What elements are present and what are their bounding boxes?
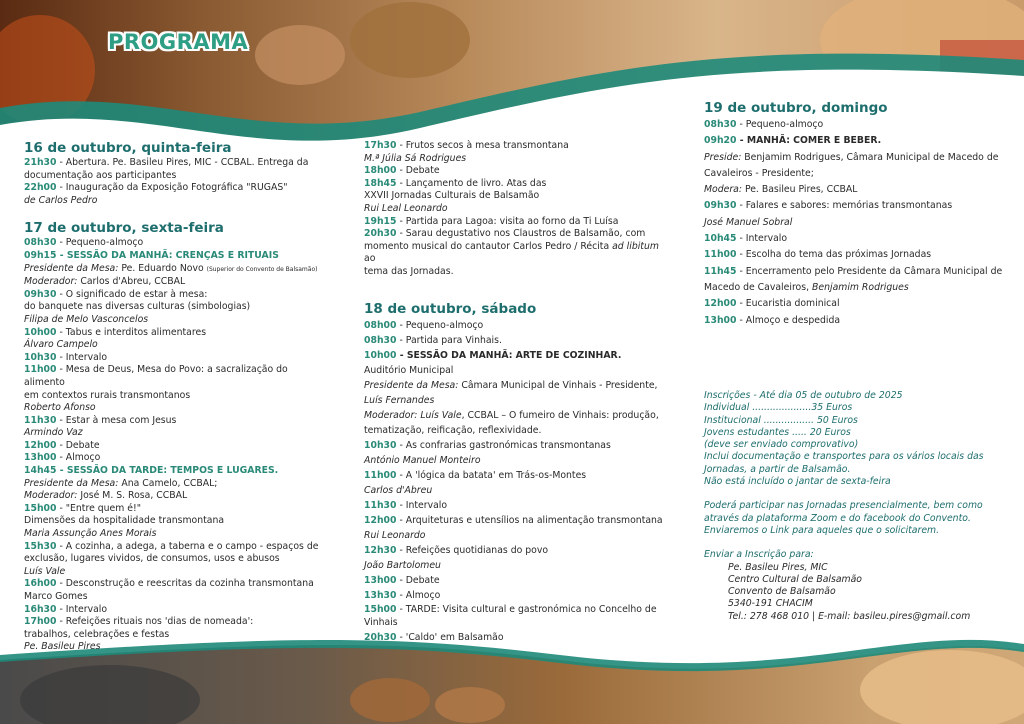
list-item: 14h45 - SESSÃO DA TARDE: TEMPOS E LUGARES. — [24, 465, 279, 477]
registration-title: Inscrições - Até dia 05 de outubro de 2025 — [704, 390, 903, 401]
list-item: 11h00 - Mesa de Deus, Mesa do Povo: a sacralização do alimento — [24, 364, 288, 388]
note-line: Inclui documentação e transportes para os vários locais das — [704, 451, 984, 463]
day-heading-16: 16 de outubro, quinta-feira — [24, 140, 232, 156]
list-item: 08h30 - Pequeno-almoço — [24, 237, 144, 249]
list-item: tematização, reificação, reflexividade. — [364, 424, 542, 436]
speaker-name: Armindo Vaz — [24, 427, 83, 439]
list-item: 10h00 - Tabus e interditos alimentares — [24, 326, 207, 338]
list-item: 10h00 - SESSÃO DA MANHÃ: ARTE DE COZINHAR. — [364, 349, 622, 361]
list-item: 13h00 - Debate — [364, 574, 440, 586]
speaker-name: de Carlos Pedro — [24, 194, 98, 206]
list-item: 22h00 - Inauguração da Exposição Fotográfica "RUGAS" — [24, 182, 288, 194]
list-item: Presidente da Mesa: Ana Camelo, CCBAL; — [24, 477, 218, 489]
list-item: 11h30 - Intervalo — [364, 499, 448, 511]
list-item: 15h00 - "Entre quem é!" — [24, 502, 141, 514]
price-line: Jovens estudantes ..... 20 Euros — [704, 426, 851, 438]
list-item: Moderador: Luís Vale, CCBAL – O fumeiro de Vinhais: produção, — [364, 409, 659, 421]
note-line: (deve ser enviado comprovativo) — [704, 439, 859, 451]
list-item: trabalhos, celebrações e festas — [24, 628, 170, 640]
online-note: através da plataforma Zoom e do facebook do Convento. — [704, 512, 971, 524]
list-item: 17h00 - Refeições rituais nos 'dias de nomeada': — [24, 616, 254, 628]
list-item: 10h45 - Intervalo — [704, 233, 788, 245]
list-item: em contextos rurais transmontanos — [24, 389, 191, 401]
walnut-shape — [255, 25, 345, 85]
list-item: 13h00 - Almoço — [24, 452, 101, 464]
list-item: 16h00 - Desconstrução e reescritas da cozinha transmontana — [24, 578, 314, 590]
list-item: 11h00 - Escolha do tema das próximas Jornadas — [704, 249, 932, 261]
price-line: Individual ....................35 Euros — [704, 402, 853, 414]
speaker-name: Filipa de Melo Vasconcelos — [24, 313, 149, 325]
list-item: Presidente da Mesa: Câmara Municipal de Vinhais - Presidente, — [364, 379, 658, 391]
list-item: Vinhais — [364, 616, 398, 628]
list-item: 12h00 - Debate — [24, 439, 100, 451]
speaker-name: Álvaro Campelo — [24, 339, 98, 351]
online-note: Poderá participar nas Jornadas presencialmente, bem como — [704, 500, 983, 512]
list-item: 10h30 - Intervalo — [24, 351, 108, 363]
list-item: Presidente da Mesa: Pe. Eduardo Novo (Superior do Convento de Balsamão) — [24, 262, 318, 274]
speaker-name: Luís Vale — [24, 565, 66, 577]
speaker-name: M.ª Júlia Sá Rodrigues — [364, 152, 467, 164]
list-item: XXVII Jornadas Culturais de Balsamão — [364, 190, 540, 202]
program-column-2 — [364, 140, 669, 647]
list-item: Cavaleiros - Presidente; — [704, 167, 814, 179]
list-item: tema das Jornadas. — [364, 265, 454, 277]
list-item: 20h30 - 'Caldo' em Balsamão — [364, 631, 504, 643]
list-item: 16h30 - Intervalo — [24, 603, 108, 615]
almond-shape — [350, 678, 430, 722]
list-item: 13h30 - Almoço — [364, 589, 441, 601]
speaker-name: Marco Gomes — [24, 591, 88, 602]
speaker-name: Maria Assunção Anes Morais — [24, 528, 157, 540]
address-line: Convento de Balsamão — [728, 586, 836, 598]
list-item: Macedo de Cavaleiros, Benjamim Rodrigues — [704, 281, 909, 293]
price-line: Institucional ................. 50 Euros — [704, 414, 858, 426]
page-title: PROGRAMA — [108, 30, 249, 54]
contact-line: Tel.: 278 468 010 | E-mail: basileu.pires@gmail.com — [728, 610, 971, 622]
spacer — [704, 488, 1004, 500]
note-line: Não está incluído o jantar de sexta-feira — [704, 476, 891, 488]
note-line: Jornadas, a partir de Balsamão. — [704, 463, 851, 475]
list-item: Preside: Benjamim Rodrigues, Câmara Municipal de Macedo de — [704, 151, 999, 163]
almond-shape — [435, 687, 505, 723]
address-line: Centro Cultural de Balsamão — [728, 573, 862, 585]
online-note: Enviaremos o Link para aqueles que o solicitarem. — [704, 524, 940, 536]
list-item: 09h15 - SESSÃO DA MANHÃ: CRENÇAS E RITUAIS — [24, 249, 279, 261]
list-item: 21h30 - Abertura. Pe. Basileu Pires, MIC - CCBAL. Entrega da — [24, 157, 309, 168]
send-to-label: Enviar a Inscrição para: — [704, 549, 814, 561]
list-item: 08h30 - Pequeno-almoço — [704, 119, 824, 130]
list-item: Auditório Municipal — [364, 364, 454, 376]
registration-info — [704, 390, 1004, 623]
list-item: 20h30 - Sarau degustativo nos Claustros de Balsamão, com — [364, 228, 646, 240]
day-heading-18: 18 de outubro, sábado — [364, 300, 537, 317]
list-item: 10h30 - As confrarias gastronómicas transmontanas — [364, 439, 611, 451]
list-item: 13h00 - Almoço e despedida — [704, 314, 841, 326]
list-item: momento musical do cantautor Carlos Pedro / Récita ad libitum ao — [364, 240, 659, 265]
speaker-name: Carlos d'Abreu — [364, 484, 433, 496]
list-item: 08h00 - Pequeno-almoço — [364, 319, 484, 331]
speaker-name: Pe. Basileu Pires — [24, 641, 101, 653]
list-item: 08h30 - Partida para Vinhais. — [364, 334, 502, 346]
list-item: 09h30 - O significado de estar à mesa: — [24, 288, 208, 300]
list-item: Moderador: José M. S. Rosa, CCBAL — [24, 490, 188, 502]
list-item: 15h00 - TARDE: Visita cultural e gastronómica no Concelho de — [364, 603, 657, 615]
speaker-name: António Manuel Monteiro — [364, 454, 481, 466]
address-line: Pe. Basileu Pires, MIC — [728, 561, 828, 573]
list-item: 12h00 - Arquiteturas e utensílios na alimentação transmontana — [364, 514, 663, 526]
list-item: Moderador: Carlos d'Abreu, CCBAL — [24, 276, 186, 288]
list-item: 17h30 - Frutos secos à mesa transmontana — [364, 140, 569, 151]
speaker-name: Roberto Afonso — [24, 402, 96, 414]
list-item: 15h30 - A cozinha, a adega, a taberna e o campo - espaços de — [24, 540, 319, 552]
speaker-name: José Manuel Sobral — [704, 216, 793, 228]
speaker-name: Luís Fernandes — [364, 394, 435, 406]
list-item: 19h15 - Partida para Lagoa: visita ao forno da Ti Luísa — [364, 215, 619, 227]
address-line: 5340-191 CHACIM — [728, 598, 813, 610]
speaker-name: Rui Leonardo — [364, 529, 426, 541]
list-item: 09h30 - Falares e sabores: memórias transmontanas — [704, 200, 953, 212]
day-heading-19: 19 de outubro, domingo — [704, 100, 888, 116]
day-heading-17: 17 de outubro, sexta-feira — [24, 220, 224, 237]
speaker-name: Rui Leal Leonardo — [364, 202, 448, 214]
list-item: documentação aos participantes — [24, 169, 177, 181]
list-item: exclusão, lugares vividos, de consumos, usos e abusos — [24, 553, 280, 565]
walnut-shape — [350, 2, 470, 78]
list-item: Dimensões da hospitalidade transmontana — [24, 515, 225, 527]
list-item: 18h00 - Debate — [364, 165, 440, 177]
speaker-name: João Bartolomeu — [364, 559, 441, 571]
list-item: do banquete nas diversas culturas (simbologias) — [24, 301, 251, 313]
list-item: 11h00 - A 'lógica da batata' em Trás-os-Montes — [364, 469, 587, 481]
program-column-3 — [704, 100, 1004, 329]
list-item: 12h00 - Eucaristia dominical — [704, 298, 840, 310]
list-item: 18h45 - Lançamento de livro. Atas das — [364, 177, 547, 189]
list-item: 11h45 - Encerramento pelo Presidente da Câmara Municipal de — [704, 265, 1003, 277]
program-column-1 — [24, 140, 324, 654]
list-item: 11h30 - Estar à mesa com Jesus — [24, 414, 177, 426]
list-item: 12h30 - Refeições quotidianas do povo — [364, 544, 549, 556]
list-item: Modera: Pe. Basileu Pires, CCBAL — [704, 184, 858, 196]
spacer — [704, 537, 1004, 549]
list-item: 09h20 - MANHÃ: COMER E BEBER. — [704, 135, 882, 147]
